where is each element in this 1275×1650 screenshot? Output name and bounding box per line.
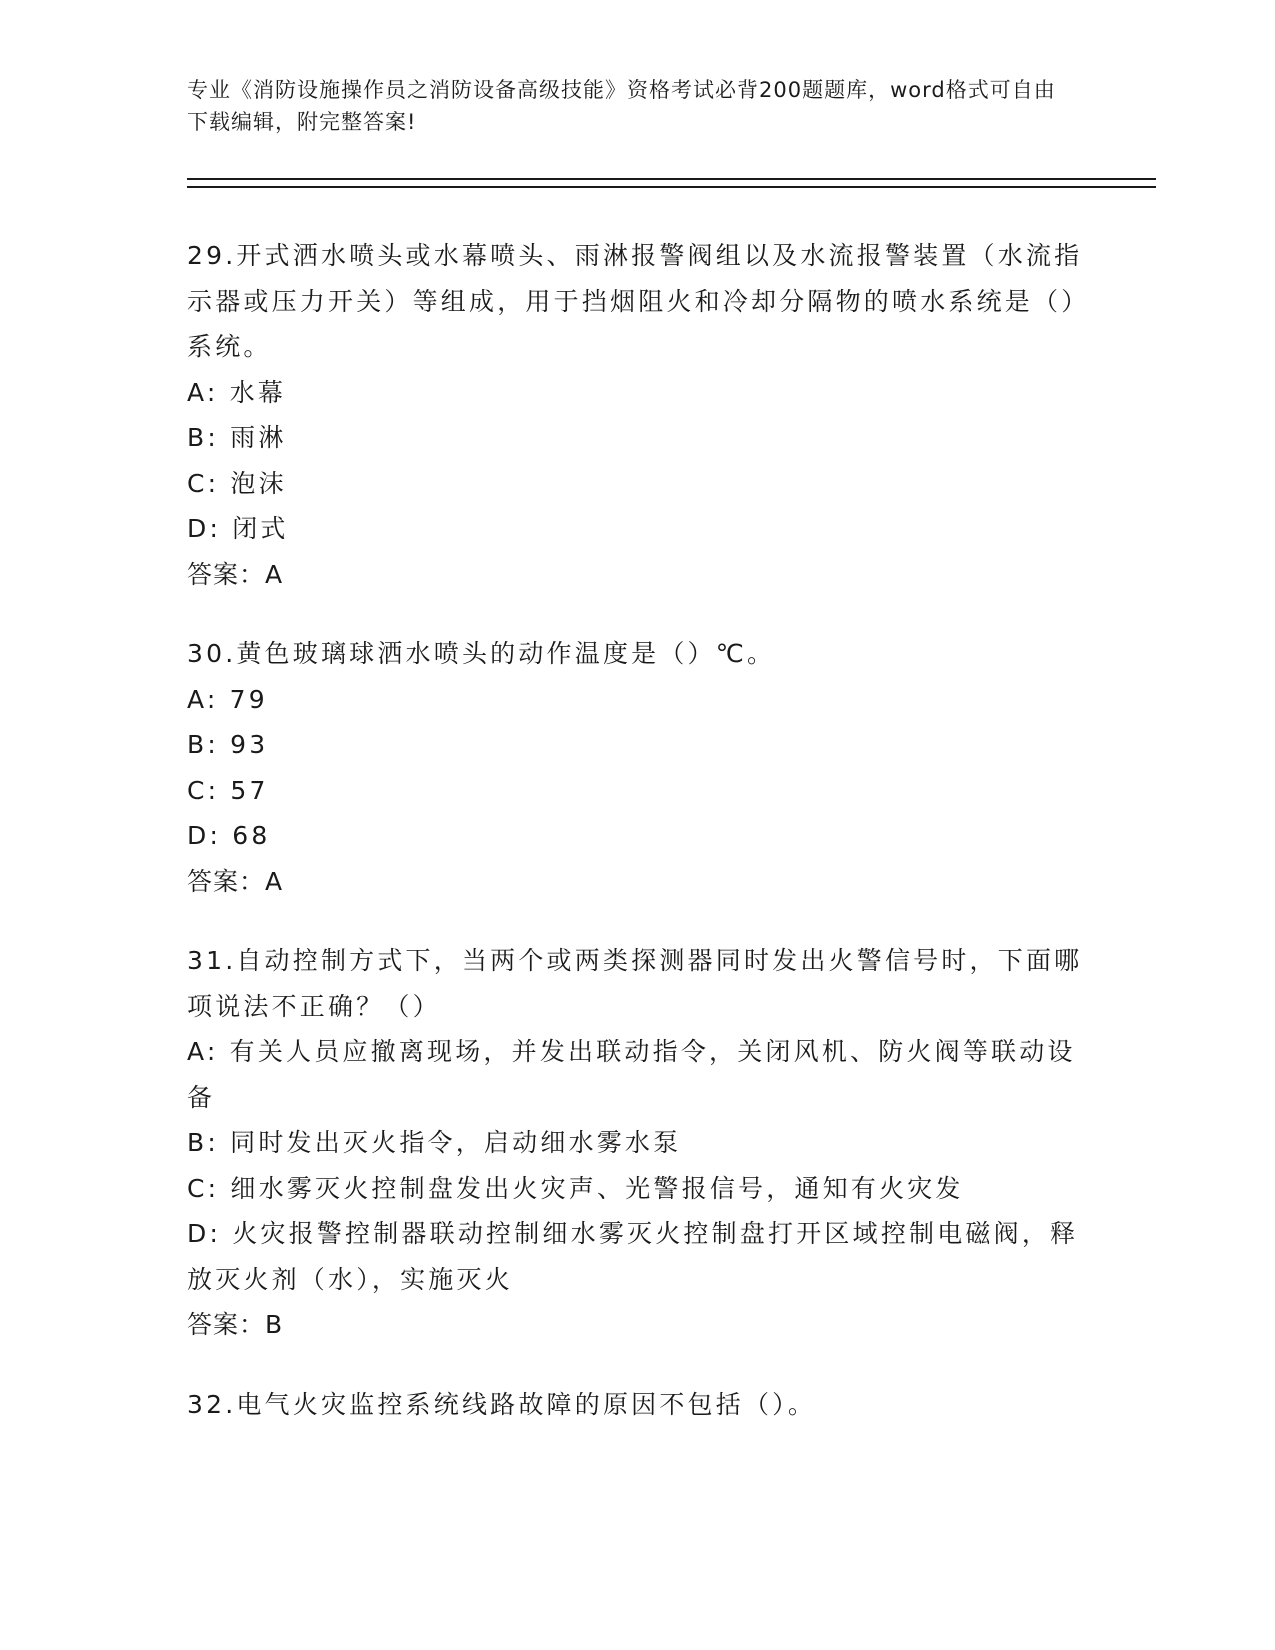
question-29 [187, 233, 1087, 597]
option-b: B: 雨淋 [187, 423, 287, 452]
answer-line: 答案：A [187, 559, 284, 589]
option-a: A: 有关人员应撤离现场，并发出联动指令，关闭风机、防火阀等联动设备 [187, 1037, 1076, 1112]
option-b: B: 93 [187, 730, 269, 759]
document-header: 专业《消防设施操作员之消防设备高级技能》资格考试必背200题题库，word格式可自由下载编辑，附完整答案! [187, 78, 1056, 134]
answer-line: 答案：A [187, 866, 284, 896]
question-30 [187, 631, 1087, 904]
option-d: D: 闭式 [187, 514, 289, 543]
answer-line: 答案：B [187, 1310, 284, 1339]
option-a: A: 79 [187, 684, 268, 714]
header-divider [187, 178, 1156, 188]
question-31 [187, 938, 1087, 1348]
question-list [187, 233, 1087, 1461]
option-c: C: 泡沫 [187, 468, 287, 498]
option-c: C: 57 [187, 775, 269, 805]
option-b: B: 同时发出灭火指令，启动细水雾水泵 [187, 1128, 682, 1157]
option-c: C: 细水雾灭火控制盘发出火灾声、光警报信号，通知有火灾发 [187, 1173, 964, 1203]
option-d: D: 68 [187, 821, 271, 850]
question-stem: 31.自动控制方式下，当两个或两类探测器同时发出火警信号时，下面哪项说法不正确？（） [187, 946, 1083, 1021]
question-stem: 30.黄色玻璃球洒水喷头的动作温度是（）℃。 [187, 639, 776, 668]
question-32 [187, 1382, 1087, 1428]
option-d: D: 火灾报警控制器联动控制细水雾灭火控制盘打开区域控制电磁阀，释放灭火剂（水），实施灭火 [187, 1219, 1079, 1294]
option-a: A: 水幕 [187, 377, 287, 407]
question-stem: 32.电气火灾监控系统线路故障的原因不包括（）。 [187, 1389, 817, 1419]
question-stem: 29.开式洒水喷头或水幕喷头、雨淋报警阀组以及水流报警装置（水流指示器或压力开关）等组成，用于挡烟阻火和冷却分隔物的喷水系统是（）系统。 [187, 241, 1083, 361]
